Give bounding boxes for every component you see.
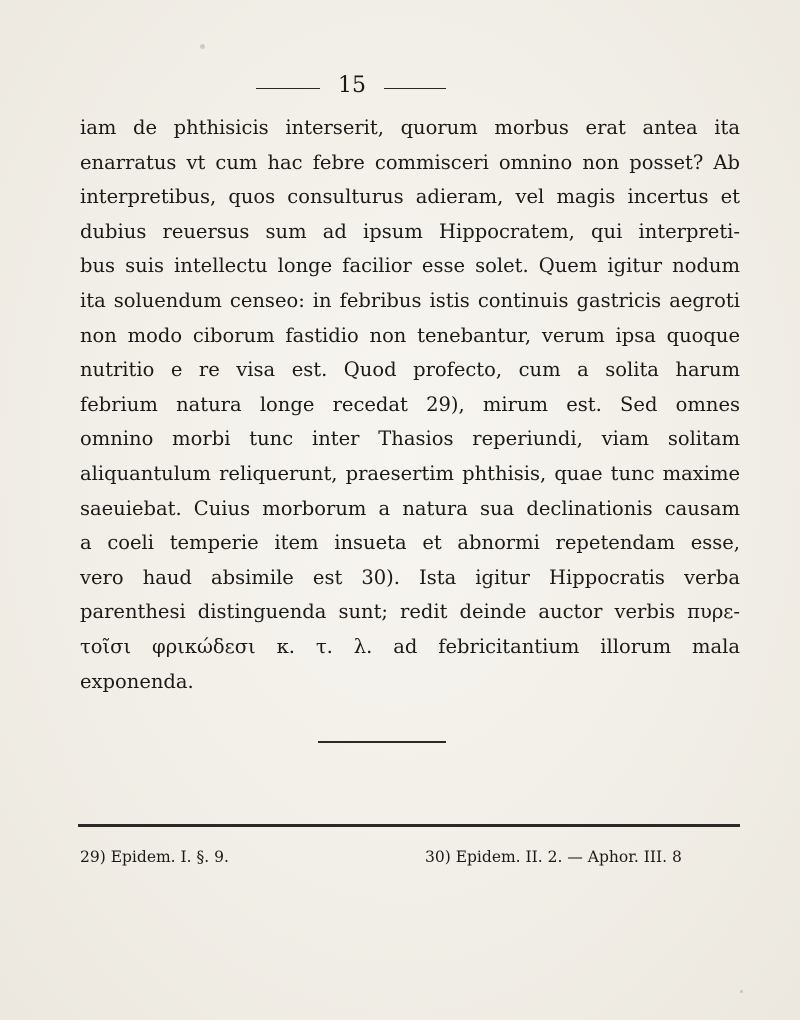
header-rule-left [256, 88, 320, 89]
paper-speck [690, 470, 693, 473]
paper-speck [740, 990, 743, 993]
text-line: parenthesi distinguenda sunt; redit deinde auctor verbis πυρε- [80, 600, 740, 624]
text-line: non modo ciborum fastidio non tenebantur, verum ipsa quoque [80, 323, 740, 347]
text-line: aliquantulum reliquerunt, praesertim phthisis, quae tunc maxime [80, 461, 740, 485]
header-rule-right [384, 88, 446, 89]
text-line: iam de phthisicis interserit, quorum morbus erat antea ita [80, 116, 740, 139]
footnote: 29) Epidem. I. §. 9. [80, 848, 229, 866]
text-line: vero haud absimile est 30). Ista igitur Hippocratis verba [80, 565, 740, 589]
text-line: bus suis intellectu longe facilior esse solet. Quem igitur nodum [80, 254, 740, 278]
paper-speck [86, 574, 90, 578]
text-line: interpretibus, quos consulturus adieram, vel magis incertus et [80, 185, 740, 209]
footnote: 30) Epidem. II. 2. — Aphor. III. 8 [425, 848, 682, 866]
text-line: omnino morbi tunc inter Thasios reperiundi, viam solitam [80, 427, 740, 451]
page-header [0, 73, 800, 100]
text-line: exponenda. [80, 669, 194, 693]
text-line: ita soluendum censeo: in febribus istis continuis gastricis aegroti [80, 288, 740, 312]
text-line: dubius reuersus sum ad ipsum Hippocratem, qui interpreti- [80, 219, 740, 243]
text-line: saeuiebat. Cuius morborum a natura sua declinationis causam [80, 496, 740, 520]
section-separator-rule [318, 741, 446, 743]
text-line: a coeli temperie item insueta et abnormi repetendam esse, [80, 531, 740, 555]
text-line: febrium natura longe recedat 29), mirum est. Sed omnes [80, 392, 740, 416]
text-line: τοῖσι φρικώδεσι κ. τ. λ. ad febricitantium illorum mala [80, 634, 740, 658]
paper-speck [200, 44, 205, 49]
page-number: 15 [338, 73, 366, 98]
body-text [80, 111, 740, 699]
footnote-rule [78, 824, 740, 827]
text-line: nutritio e re visa est. Quod profecto, cum a solita harum [80, 358, 740, 382]
text-line: enarratus vt cum hac febre commisceri omnino non posset? Ab [80, 150, 740, 174]
